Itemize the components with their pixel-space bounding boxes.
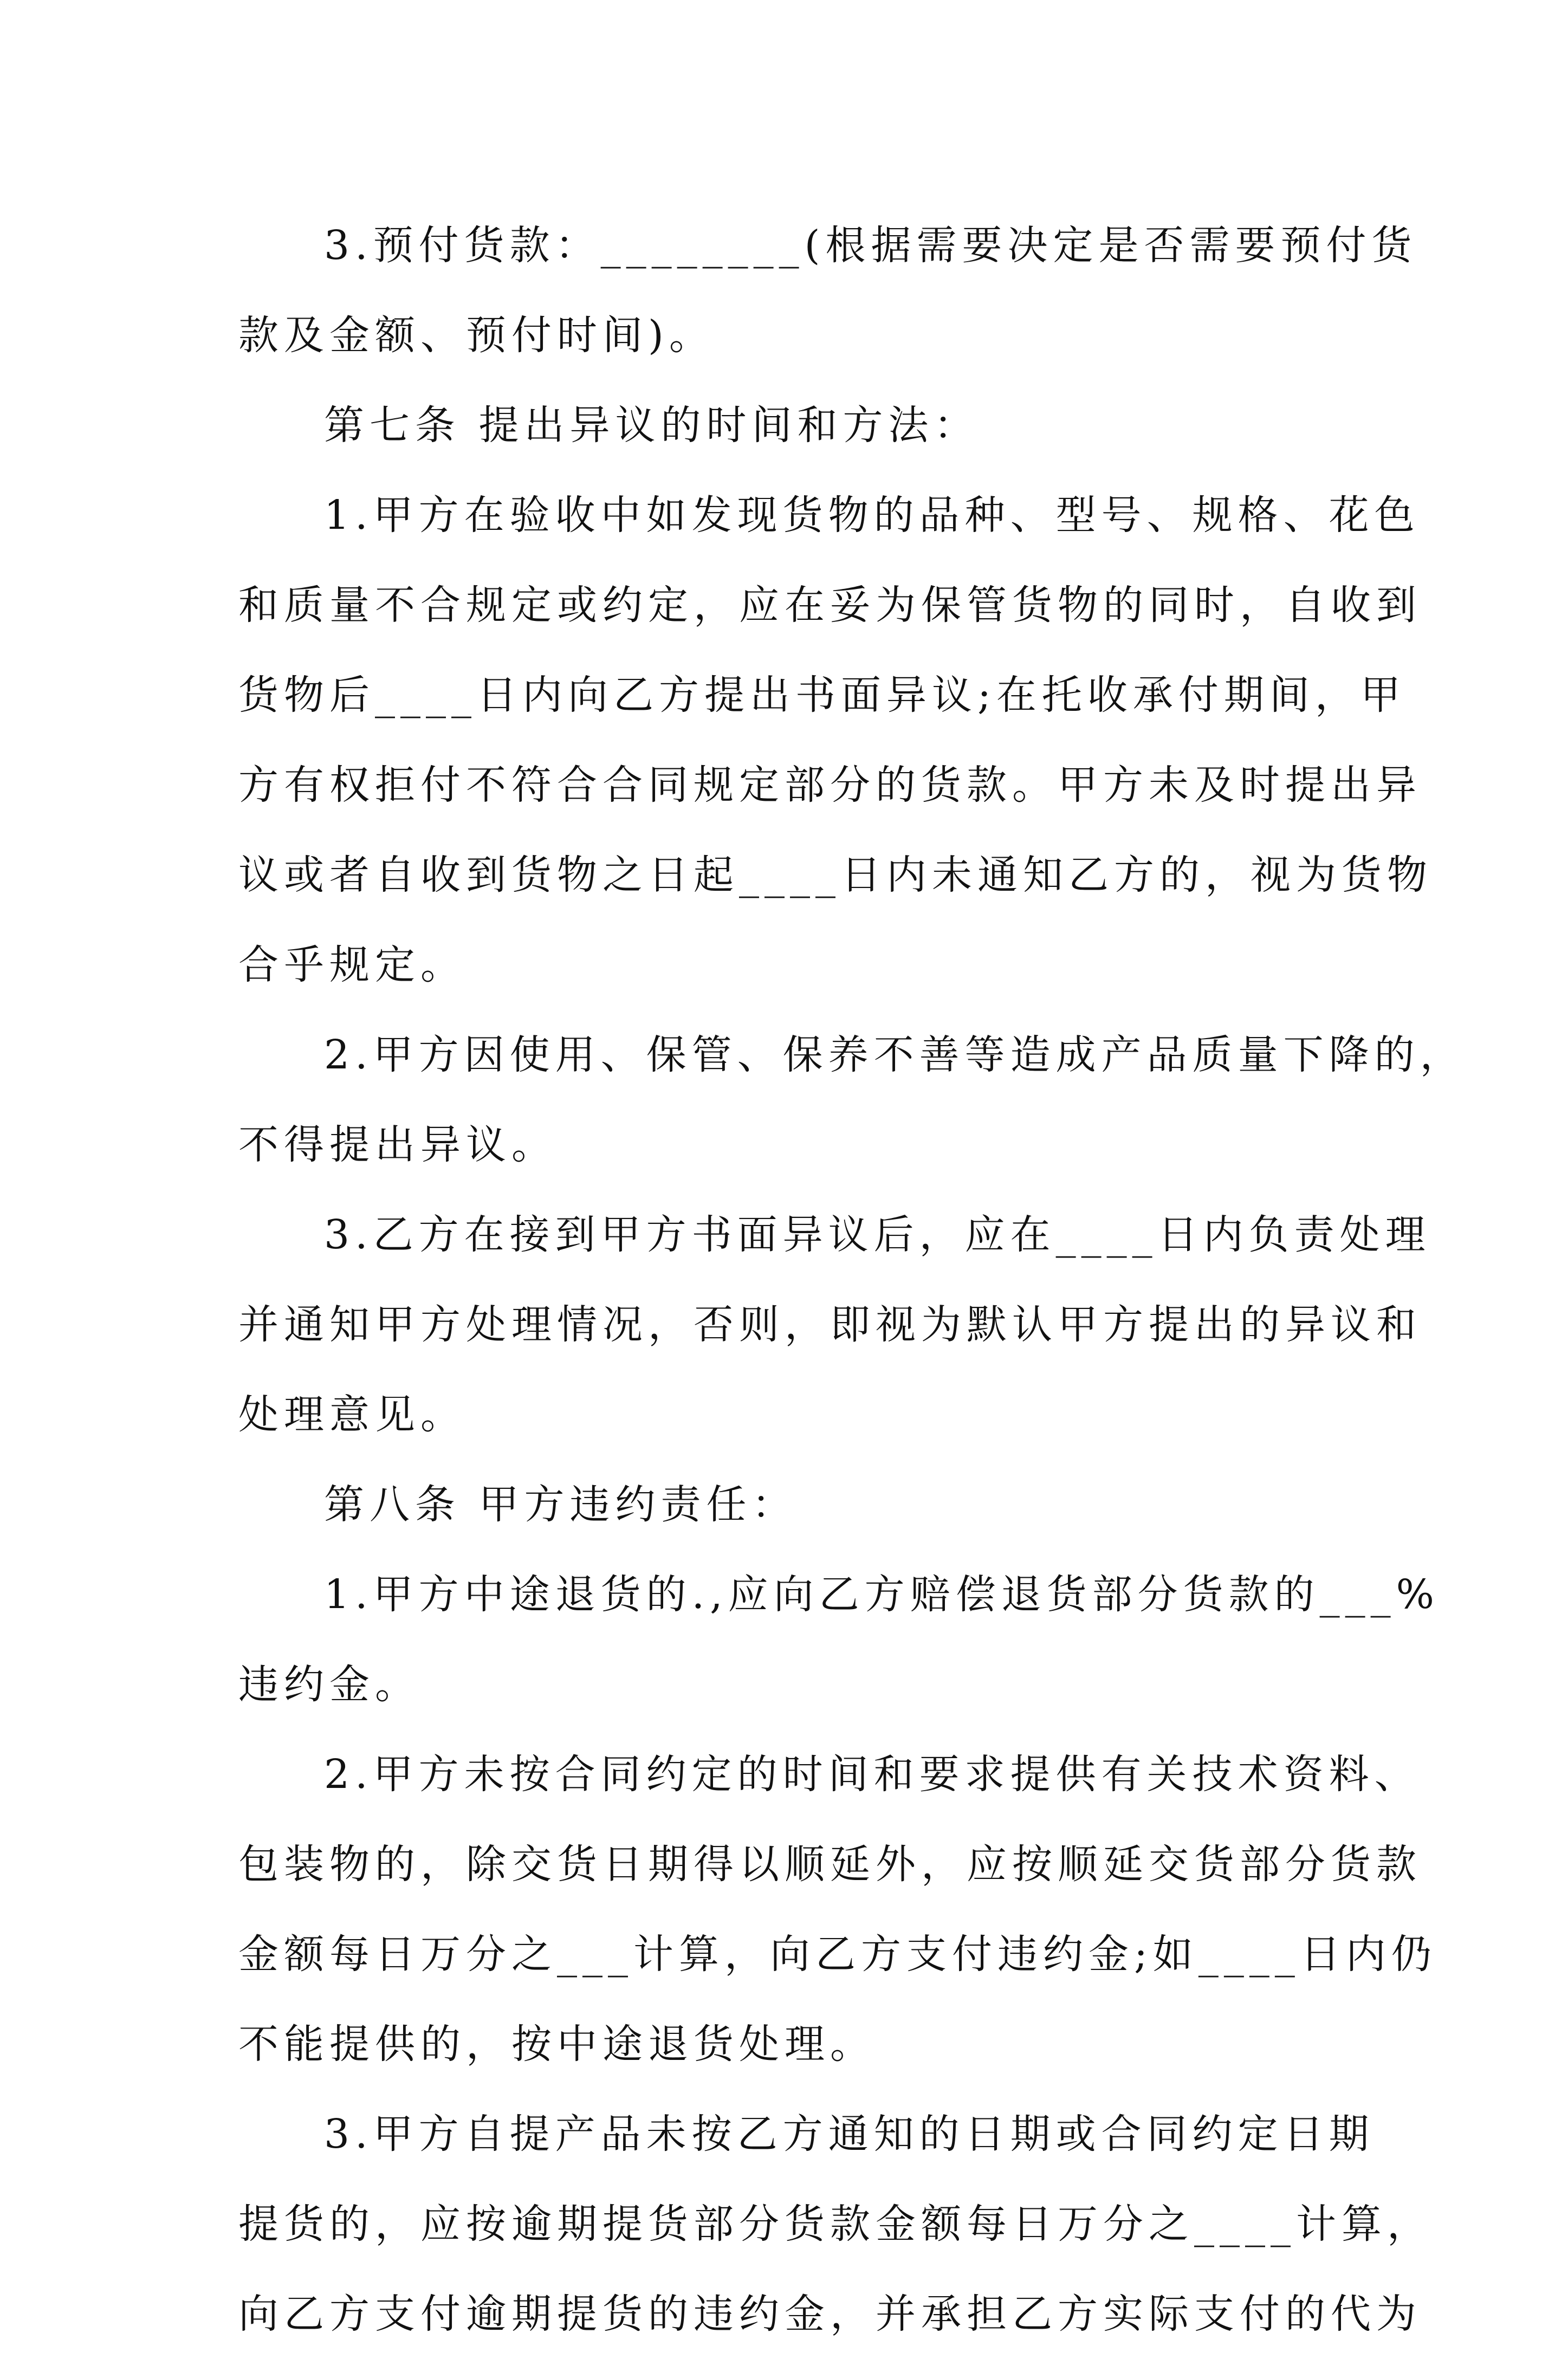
text-line: 合乎规定。	[238, 942, 466, 988]
text-line: 向乙方支付逾期提货的违约金，并承担乙方实际支付的代为	[238, 2291, 1422, 2337]
text-line: 金额每日万分之___计算，向乙方支付违约金;如____日内仍	[238, 1931, 1437, 1978]
text-line: 3.预付货款：________(根据需要决定是否需要预付货	[324, 222, 1417, 269]
text-line: 2.甲方因使用、保管、保养不善等造成产品质量下降的，	[324, 1032, 1466, 1078]
text-line: 货物后____日内向乙方提出书面异议;在托收承付期间，甲	[238, 672, 1406, 718]
text-line: 议或者自收到货物之日起____日内未通知乙方的，视为货物	[238, 852, 1433, 898]
text-line: 违约金。	[238, 1661, 420, 1708]
text-line: 并通知甲方处理情况，否则，即视为默认甲方提出的异议和	[238, 1301, 1422, 1348]
text-line: 包装物的，除交货日期得以顺延外，应按顺延交货部分货款	[238, 1841, 1422, 1888]
text-line: 第七条 提出异议的时间和方法：	[324, 402, 980, 449]
text-line: 第八条 甲方违约责任：	[324, 1481, 798, 1528]
text-line: 和质量不合规定或约定，应在妥为保管货物的同时，自收到	[238, 582, 1422, 628]
text-line: 处理意见。	[238, 1391, 466, 1438]
text-line: 3.甲方自提产品未按乙方通知的日期或合同约定日期	[324, 2111, 1375, 2157]
document-page	[238, 200, 1466, 2359]
text-line: 款及金额、预付时间)。	[238, 312, 715, 359]
text-line: 不得提出异议。	[238, 1122, 557, 1168]
text-line: 提货的，应按逾期提货部分货款金额每日万分之____计算，	[238, 2201, 1433, 2247]
text-line: 3.乙方在接到甲方书面异议后，应在____日内负责处理	[324, 1211, 1431, 1258]
text-line: 1.甲方在验收中如发现货物的品种、型号、规格、花色	[324, 492, 1420, 539]
text-line: 不能提供的，按中途退货处理。	[238, 2021, 876, 2068]
text-line: 方有权拒付不符合合同规定部分的货款。甲方未及时提出异	[238, 762, 1422, 808]
text-line: 2.甲方未按合同约定的时间和要求提供有关技术资料、	[324, 1751, 1420, 1798]
text-line: 1.甲方中途退货的.,应向乙方赔偿退货部分货款的___%	[324, 1571, 1440, 1618]
